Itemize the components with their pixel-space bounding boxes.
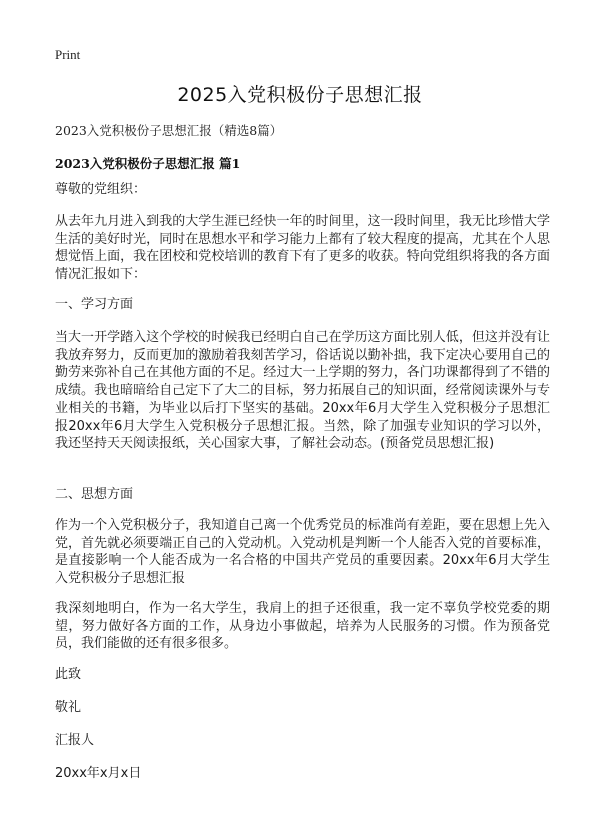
document-subtitle: 2023入党积极份子思想汇报（精选8篇） <box>55 123 283 138</box>
intro-paragraph: 从去年九月进入到我的大学生涯已经快一年的时间里，这一段时间里，我无比珍惜大学生活的美好时光，同时在思想水平和学习能力上都有了较大程度的提高，尤其在个人思想觉悟上面，我在团校和党校培训的教育下有了更多的收获。特向党组织将我的各方面情况汇报如下： <box>55 214 550 283</box>
heading-study: 一、学习方面 <box>55 297 134 312</box>
report-date: 20xx年x月x日 <box>55 766 142 781</box>
reporter-label: 汇报人 <box>55 733 95 748</box>
closing-paragraph: 我深刻地明白，作为一名大学生，我肩上的担子还很重，我一定不辜负学校党委的期望，努力做好各方面的工作，从身边小事做起，培养为人民服务的习惯。作为预备党员，我们能做的还有很多很多。 <box>55 601 550 652</box>
sign-off-jing-li: 敬礼 <box>55 700 82 715</box>
study-paragraph: 当大一开学踏入这个学校的时候我已经明白自己在学历这方面比别人低，但这并没有让我放弃努力，反而更加的激励着我刻苦学习，俗话说以勤补拙，我下定决心要用自己的勤劳来弥补自己在其他方面的不足。经过大一上学期的努力，各门功课都得到了不错的成绩。我也暗暗给自己定下了大二的目标，努力拓展自己的知识面，经常阅读课外与专业相关的书籍，为毕业以后打下坚实的基础。20xx年6月大学生入党积极分子思想汇报20xx年6月大学生入党积极分子思想汇报。当然，除了加强专业知识的学习以外，我还坚持天天阅读报纸，关心国家大事，了解社会动态。(预备党员思想汇报) <box>55 330 550 452</box>
heading-thought: 二、思想方面 <box>55 487 134 502</box>
thought-paragraph: 作为一个入党积极分子，我知道自己离一个优秀党员的标准尚有差距，要在思想上先入党，首先就必须要端正自己的入党动机。入党动机是判断一个人能否入党的首要标准，是直接影响一个人能否成为一名合格的中国共产党员的重要因素。20xx年6月大学生入党积极分子思想汇报 <box>55 518 550 587</box>
print-link[interactable]: Print <box>55 47 81 62</box>
page-title: 2025入党积极份子思想汇报 <box>177 84 423 106</box>
section-title: 2023入党积极份子思想汇报 篇1 <box>55 156 241 171</box>
sign-off-ci-zhi: 此致 <box>55 667 82 682</box>
greeting: 尊敬的党组织： <box>55 182 147 197</box>
